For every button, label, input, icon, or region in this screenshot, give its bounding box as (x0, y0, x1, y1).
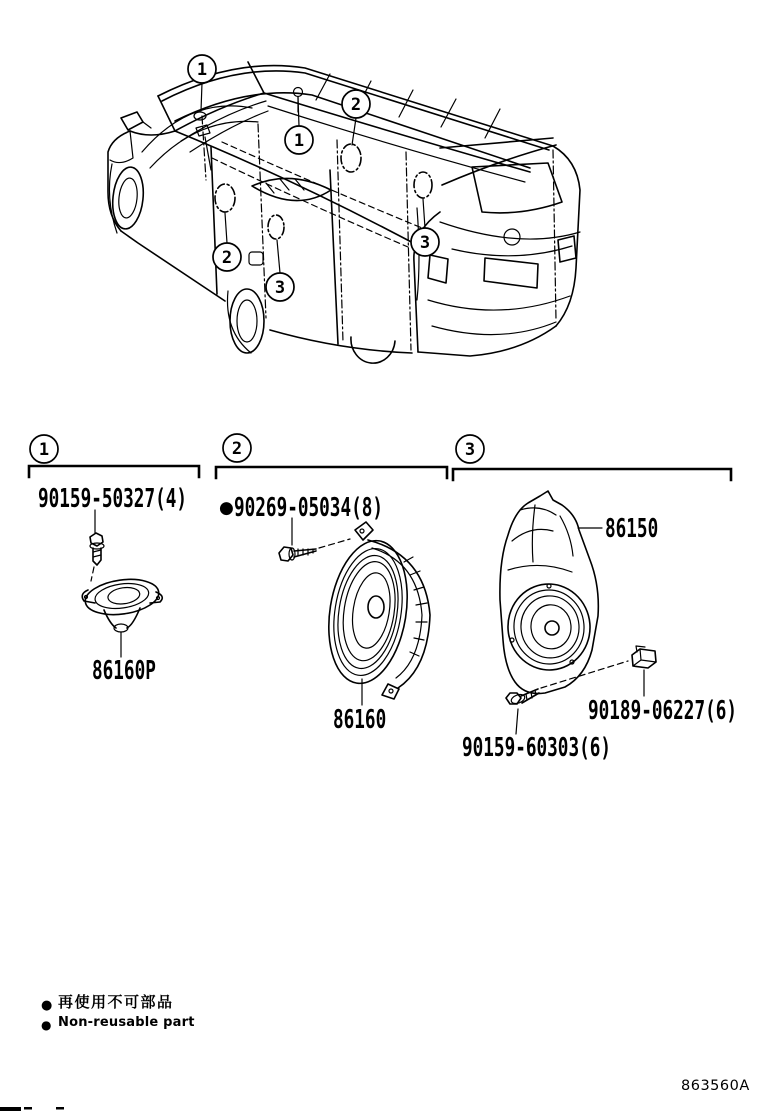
non-reusable-marker-part: ● (219, 498, 234, 518)
section-2-callout: 2 (231, 439, 243, 459)
figure-code: 863560A (681, 1078, 750, 1094)
legend-non-reusable-jp: 再使用不可部品 (58, 993, 174, 1011)
page-edge-artifacts (0, 1107, 64, 1111)
callout-label: 3 (274, 278, 286, 298)
vehicle-callout-1-center (285, 126, 313, 154)
section-3-header (453, 435, 731, 480)
legend-non-reusable-en: Non-reusable part (58, 1015, 195, 1030)
section-1-callout: 1 (38, 440, 50, 460)
part-number-90269-05034: 90269-05034(8) (234, 493, 384, 523)
vehicle-callout-3-right (411, 228, 439, 256)
vehicle-callout-3-left (266, 273, 294, 301)
vehicle-callout-1-front (188, 55, 216, 83)
part-number-90159-60303: 90159-60303(6) (462, 733, 612, 763)
section-1-bracket (29, 466, 199, 477)
speaker-location-marks (194, 88, 432, 240)
section-1-drawing (82, 510, 162, 657)
section-1-header (29, 435, 199, 477)
vehicle-callout-2-right (342, 90, 370, 118)
vehicle-drawing (108, 55, 580, 363)
non-reusable-marker-legend-en: ● (41, 1018, 52, 1032)
non-reusable-marker-legend-jp: ● (41, 998, 53, 1013)
vehicle-callout-2-left (213, 243, 241, 271)
part-number-86160P: 86160P (92, 656, 156, 686)
section-3-bracket (453, 469, 731, 480)
section-3-callout: 3 (464, 440, 476, 460)
callout-label: 1 (293, 131, 305, 151)
callout-label: 2 (350, 95, 362, 115)
section-2-header (216, 434, 447, 478)
callout-label: 3 (419, 233, 431, 253)
section-2-drawing (279, 518, 430, 705)
callout-label: 2 (221, 248, 233, 268)
part-number-86160: 86160 (333, 705, 387, 735)
callout-label: 1 (196, 60, 208, 80)
part-number-90159-50327: 90159-50327(4) (38, 484, 188, 514)
section-2-bracket (216, 467, 447, 478)
part-number-90189-06227: 90189-06227(6) (588, 696, 738, 726)
part-number-86150: 86150 (605, 514, 659, 544)
